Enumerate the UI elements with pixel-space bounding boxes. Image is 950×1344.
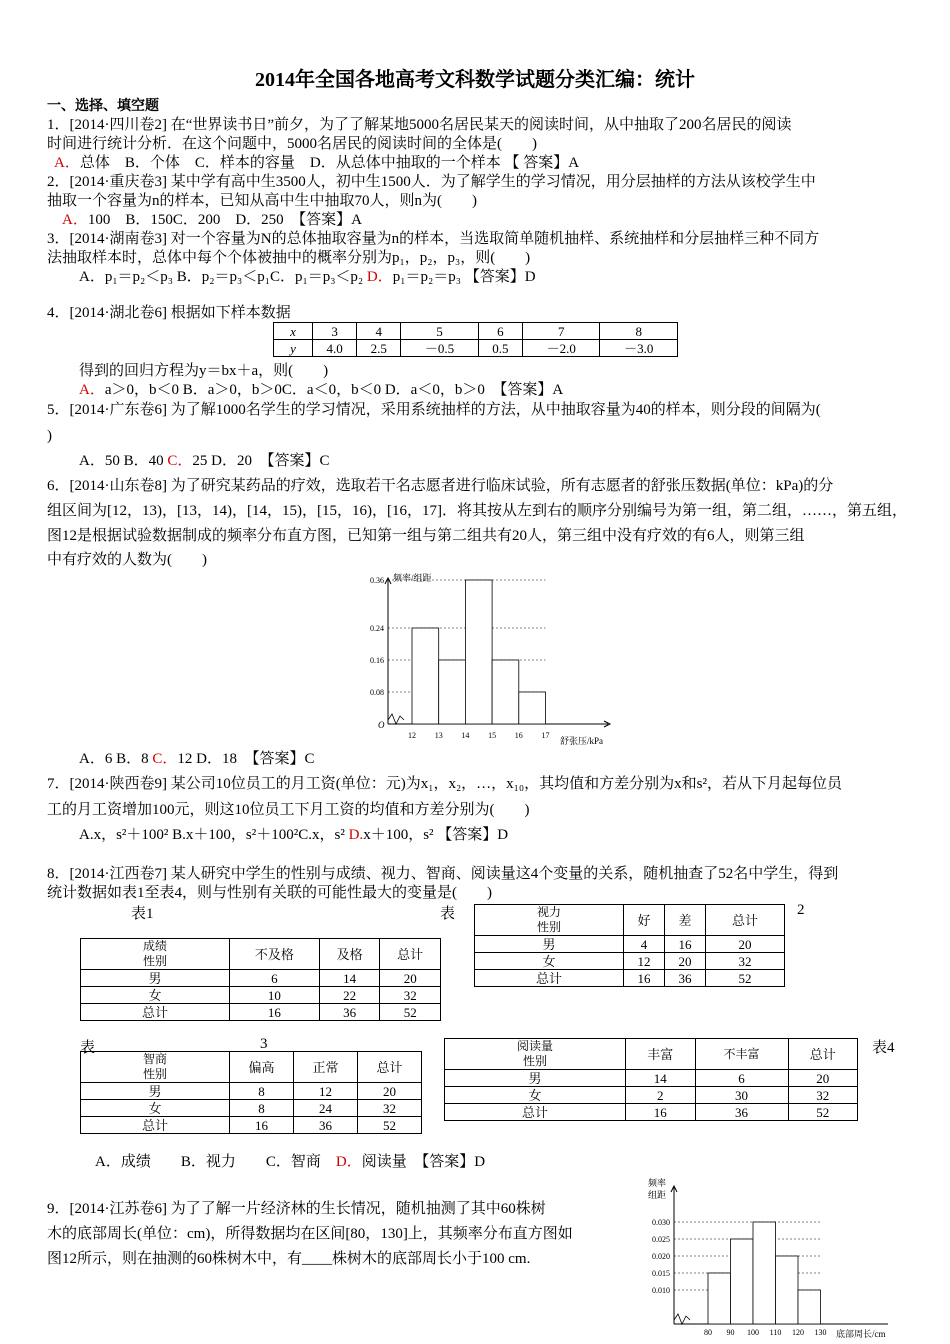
q4-data-table (273, 322, 678, 357)
table-cell: 22 (319, 987, 380, 1004)
table-corner-cell (81, 1052, 230, 1083)
table-cell: 52 (380, 1004, 441, 1021)
q3-line2: 法抽取样本时，总体中每个个体被抽中的概率分别为p₁，p₂，p₃，则( ) (47, 250, 531, 266)
column-header: 总计 (705, 905, 784, 936)
table2-caption-b: 2 (797, 902, 805, 918)
section-heading: 一、选择、填空题 (47, 99, 159, 114)
table-cell: －2.0 (522, 340, 599, 357)
table-cell: 32 (358, 1100, 422, 1117)
q8-option-d: D． (335, 1154, 362, 1170)
y-axis-label-bottom: 组距 (648, 1190, 667, 1200)
table-cell: 14 (626, 1070, 696, 1087)
table-cell: 2.5 (357, 340, 401, 357)
q4-option-a: A． (79, 382, 105, 398)
y-tick-label: 0.16 (370, 656, 384, 665)
q4-line1: 4．[2014·湖北卷6] 根据如下样本数据 (47, 305, 291, 321)
y-tick-label: 0.015 (652, 1269, 670, 1278)
table-cell: 32 (380, 987, 441, 1004)
corner-top-label: 智商 (142, 1052, 167, 1066)
histogram-bar (708, 1273, 731, 1324)
table-cell: 女 (445, 1087, 626, 1104)
corner-bottom-label: 性别 (142, 954, 167, 968)
q4-options-text: a＞0，b＜0 B．a＞0，b＞0C．a＜0，b＜0 D．a＜0，b＞0 【答案】A (104, 382, 564, 398)
table-cell: y (274, 340, 313, 357)
histogram-bar (776, 1256, 799, 1324)
y-tick-label: 0.010 (652, 1286, 670, 1295)
table2 (474, 904, 785, 987)
column-header: 总计 (788, 1039, 858, 1070)
x-tick-label: 80 (704, 1328, 712, 1337)
histogram-bar (731, 1239, 754, 1324)
table-cell: －0.5 (401, 340, 478, 357)
table-cell: 30 (695, 1087, 788, 1104)
q5-option-c: C． (167, 453, 193, 469)
q6-line1: 6．[2014·山东卷8] 为了研究某药品的疗效，选取若干名志愿者进行临床试验，所有志愿者的舒张压数据(单位：kPa)的分 (47, 478, 834, 494)
table-cell: 6 (230, 970, 320, 987)
table-cell: 女 (475, 953, 624, 970)
q1-line2: 时间进行统计分析．在这个问题中，5000名居民的阅读时间的全体是( ) (47, 136, 537, 152)
origin-label: O (378, 720, 385, 730)
table-cell: 8 (600, 323, 678, 340)
q5-options (79, 451, 329, 471)
table4 (444, 1038, 858, 1121)
q9-line3: 图12所示，则在抽测的60株树木中，有____株树木的底部周长小于100 cm. (47, 1251, 531, 1267)
table-cell: 12 (624, 953, 665, 970)
q4-options (79, 380, 563, 400)
table-cell: 总计 (475, 970, 624, 987)
x-tick-label: 14 (461, 731, 470, 740)
corner-bottom-label: 性别 (142, 1067, 167, 1081)
table-header-row (445, 1039, 858, 1070)
table-row (445, 1104, 858, 1121)
table-cell: 4 (357, 323, 401, 340)
table-cell: 女 (81, 1100, 230, 1117)
table-row (81, 1004, 441, 1021)
table-header-row (81, 939, 441, 970)
histogram-bar (519, 692, 546, 724)
table-cell: 8 (230, 1100, 294, 1117)
table4-caption: 表4 (872, 1040, 895, 1056)
y-axis-label-top: 频率 (648, 1178, 667, 1188)
table-cell: 24 (294, 1100, 358, 1117)
x-tick-label: 100 (747, 1328, 759, 1337)
y-axis-label: 频率/组距 (393, 573, 432, 583)
table-row (475, 970, 785, 987)
q8-line2: 统计数据如表1至表4，则与性别有关联的可能性最大的变量是( ) (47, 885, 492, 901)
table-header-row (475, 905, 785, 936)
table-cell: 3 (313, 323, 357, 340)
q1-option-a: A． (54, 155, 80, 171)
q2-line1: 2．[2014·重庆卷3] 某中学有高中生3500人，初中生1500人．为了解学生的学习情况，用分层抽样的方法从该校学生中 (47, 174, 816, 190)
table-cell: 16 (624, 970, 665, 987)
q7-line1: 7．[2014·陕西卷9] 某公司10位员工的月工资(单位：元)为x₁，x₂，…，x₁₀，其均值和方差分别为x和s²，若从下月起每位员 (47, 776, 842, 792)
q6-option-c: C． (152, 751, 178, 767)
q5-options-text1: A．50 B．40 (79, 453, 168, 469)
q6-line4: 中有疗效的人数为( ) (47, 552, 207, 568)
column-header: 差 (664, 905, 705, 936)
histogram-bar (465, 580, 492, 724)
table-corner-cell (81, 939, 230, 970)
table-cell: 16 (664, 936, 705, 953)
table-row (81, 970, 441, 987)
q3-options (79, 267, 536, 287)
table-row (445, 1070, 858, 1087)
histogram-bar (753, 1222, 776, 1324)
q4-line2: 得到的回归方程为y＝bx＋a，则( ) (79, 363, 329, 379)
q3-options-text2: p₁＝p₂＝p₃ 【答案】D (392, 269, 536, 285)
table3-caption-b: 3 (260, 1036, 268, 1052)
corner-bottom-label: 性别 (536, 920, 561, 934)
q9-line1: 9．[2014·江苏卷6] 为了了解一片经济林的生长情况，随机抽测了其中60株树 (47, 1201, 546, 1217)
q7-options (79, 825, 508, 845)
q8-options (95, 1152, 485, 1172)
q7-options-text1: A.x，s²＋100² B.x＋100，s²＋100²C.x，s² (79, 827, 349, 843)
x-tick-label: 120 (792, 1328, 804, 1337)
q5-line1: 5．[2014·广东卷6] 为了解1000名学生的学习情况，采用系统抽样的方法，从中抽取容量为40的样本，则分段的间隔为( (47, 402, 821, 418)
table-cell: 6 (478, 323, 522, 340)
table-row (475, 953, 785, 970)
table-cell: 男 (445, 1070, 626, 1087)
table-cell: 男 (81, 1083, 230, 1100)
axis-break (388, 714, 404, 724)
table-cell: 20 (788, 1070, 858, 1087)
table-cell: 8 (230, 1083, 294, 1100)
column-header: 好 (624, 905, 665, 936)
table-cell: 12 (294, 1083, 358, 1100)
table-row (475, 936, 785, 953)
column-header: 总计 (358, 1052, 422, 1083)
table-row (274, 340, 678, 357)
x-tick-label: 90 (726, 1328, 735, 1337)
column-header: 总计 (380, 939, 441, 970)
table-cell: 女 (81, 987, 230, 1004)
q1-options (54, 153, 579, 173)
column-header: 及格 (319, 939, 380, 970)
column-header: 丰富 (626, 1039, 696, 1070)
table3 (80, 1051, 422, 1134)
y-tick-label: 0.025 (652, 1235, 670, 1244)
table-cell: 52 (358, 1117, 422, 1134)
y-tick-label: 0.24 (370, 624, 384, 633)
table-cell: 总计 (81, 1004, 230, 1021)
column-header: 偏高 (230, 1052, 294, 1083)
y-tick-label: 0.030 (652, 1218, 670, 1227)
q2-options (62, 210, 362, 230)
q6-options-text1: A．6 B．8 (79, 751, 153, 767)
table-row (81, 1100, 422, 1117)
table-cell: 16 (230, 1117, 294, 1134)
q3-option-d: D． (366, 269, 393, 285)
table-cell: x (274, 323, 313, 340)
table-row (81, 1117, 422, 1134)
table-cell: 10 (230, 987, 320, 1004)
page-title: 2014年全国各地高考文科数学试题分类汇编：统计 (255, 69, 695, 91)
q6-options (79, 749, 314, 769)
column-header: 不丰富 (695, 1039, 788, 1070)
q6-options-text2: 12 D．18 【答案】C (177, 751, 315, 767)
histogram-tree-circumference (632, 1176, 950, 1344)
table-cell: 16 (626, 1104, 696, 1121)
q6-line2: 组区间为[12，13)，[13，14)，[14，15)，[15，16)，[16，17]．将其按从左到右的顺序分别编号为第一组，第二组，……，第五组， (47, 503, 907, 519)
x-tick-label: 110 (769, 1328, 782, 1337)
column-header: 不及格 (230, 939, 320, 970)
table-cell: 总计 (445, 1104, 626, 1121)
x-axis-label: 舒张压/kPa (560, 736, 604, 746)
table-cell: 20 (380, 970, 441, 987)
corner-bottom-label: 性别 (522, 1054, 547, 1068)
q2-line2: 抽取一个容量为n的样本，已知从高中生中抽取70人，则n为( ) (47, 193, 477, 209)
q6-line3: 图12是根据试验数据制成的频率分布直方图，已知第一组与第二组共有20人，第三组中没有疗效的有6人，则第三组 (47, 528, 805, 544)
histogram-bar (492, 660, 519, 724)
table-cell: 14 (319, 970, 380, 987)
table-corner-cell (475, 905, 624, 936)
table-header-row (81, 1052, 422, 1083)
corner-top-label: 视力 (536, 905, 561, 919)
q2-options-text: 100 B．150C．200 D．250 【答案】A (87, 212, 363, 228)
x-tick-label: 130 (814, 1328, 827, 1337)
histogram-blood-pressure (360, 568, 630, 750)
q5-line2: ) (47, 428, 52, 444)
q9-line2: 木的底部周长(单位：cm)，所得数据均在区间[80，130]上，其频率分布直方图如 (47, 1226, 573, 1242)
table-cell: 32 (788, 1087, 858, 1104)
q7-options-text2: x＋100，s² 【答案】D (363, 827, 509, 843)
q1-line1: 1．[2014·四川卷2] 在“世界读书日”前夕，为了了解某地5000名居民某天的阅读时间，从中抽取了200名居民的阅读 (47, 117, 792, 133)
x-tick-label: 13 (434, 731, 443, 740)
table-cell: 52 (705, 970, 784, 987)
y-tick-label: 0.36 (370, 576, 384, 585)
table-cell: 6 (695, 1070, 788, 1087)
table-cell: 2 (626, 1087, 696, 1104)
x-axis-label: 底部周长/cm (836, 1329, 886, 1339)
table-cell: 男 (475, 936, 624, 953)
table-cell: 20 (664, 953, 705, 970)
q8-line1: 8．[2014·江西卷7] 某人研究中学生的性别与成绩、视力、智商、阅读量这4个变量的关系，随机抽查了52名中学生，得到 (47, 866, 839, 882)
q2-option-a: A． (62, 212, 88, 228)
y-tick-label: 0.020 (652, 1252, 670, 1261)
q3-options-text1: A．p₁＝p₂＜p₃ B．p₂＝p₃＜p₁C．p₁＝p₃＜p₂ (79, 269, 367, 285)
column-header: 正常 (294, 1052, 358, 1083)
table-cell: 0.5 (478, 340, 522, 357)
table-cell: 52 (788, 1104, 858, 1121)
table1 (80, 938, 441, 1021)
axis-break (674, 1314, 690, 1324)
table-cell: 20 (358, 1083, 422, 1100)
table1-caption: 表1 (131, 906, 154, 922)
corner-top-label: 成绩 (142, 939, 167, 953)
table-corner-cell (445, 1039, 626, 1070)
table-cell: 7 (522, 323, 599, 340)
q5-options-text2: 25 D．20 【答案】C (192, 453, 330, 469)
table-cell: 36 (695, 1104, 788, 1121)
table-row (81, 1083, 422, 1100)
q8-options-text1: A．成绩 B．视力 C．智商 (95, 1154, 336, 1170)
table-cell: 男 (81, 970, 230, 987)
table-cell: 总计 (81, 1117, 230, 1134)
q7-option-d: D. (348, 827, 364, 843)
histogram-bar (798, 1290, 821, 1324)
table-cell: 16 (230, 1004, 320, 1021)
table3-caption-a: 表 (80, 1040, 96, 1056)
table-cell: －3.0 (600, 340, 678, 357)
table-row (445, 1087, 858, 1104)
x-tick-label: 15 (488, 731, 497, 740)
table-row (81, 987, 441, 1004)
q1-options-text: 总体 B．个体 C．样本的容量 D．从总体中抽取的一个样本 【 答案】A (79, 155, 580, 171)
q3-line1: 3．[2014·湖南卷3] 对一个容量为N的总体抽取容量为n的样本，当选取简单随机抽样、系统抽样和分层抽样三种不同方 (47, 231, 820, 247)
histogram-bar (439, 660, 466, 724)
q8-options-text2: 阅读量 【答案】D (361, 1154, 486, 1170)
corner-top-label: 阅读量 (516, 1039, 553, 1053)
table-row (274, 323, 678, 340)
table-cell: 36 (319, 1004, 380, 1021)
table2-caption-a: 表 (440, 906, 456, 922)
histogram-bar (412, 628, 439, 724)
q7-line2: 工的月工资增加100元，则这10位员工下月工资的均值和方差分别为( ) (47, 802, 530, 818)
y-tick-label: 0.08 (370, 688, 384, 697)
x-tick-label: 12 (408, 731, 416, 740)
table-cell: 36 (664, 970, 705, 987)
table-cell: 5 (401, 323, 478, 340)
table-cell: 20 (705, 936, 784, 953)
x-tick-label: 17 (541, 731, 550, 740)
table-cell: 4 (624, 936, 665, 953)
x-tick-label: 16 (514, 731, 523, 740)
table-cell: 4.0 (313, 340, 357, 357)
table-cell: 36 (294, 1117, 358, 1134)
table-cell: 32 (705, 953, 784, 970)
